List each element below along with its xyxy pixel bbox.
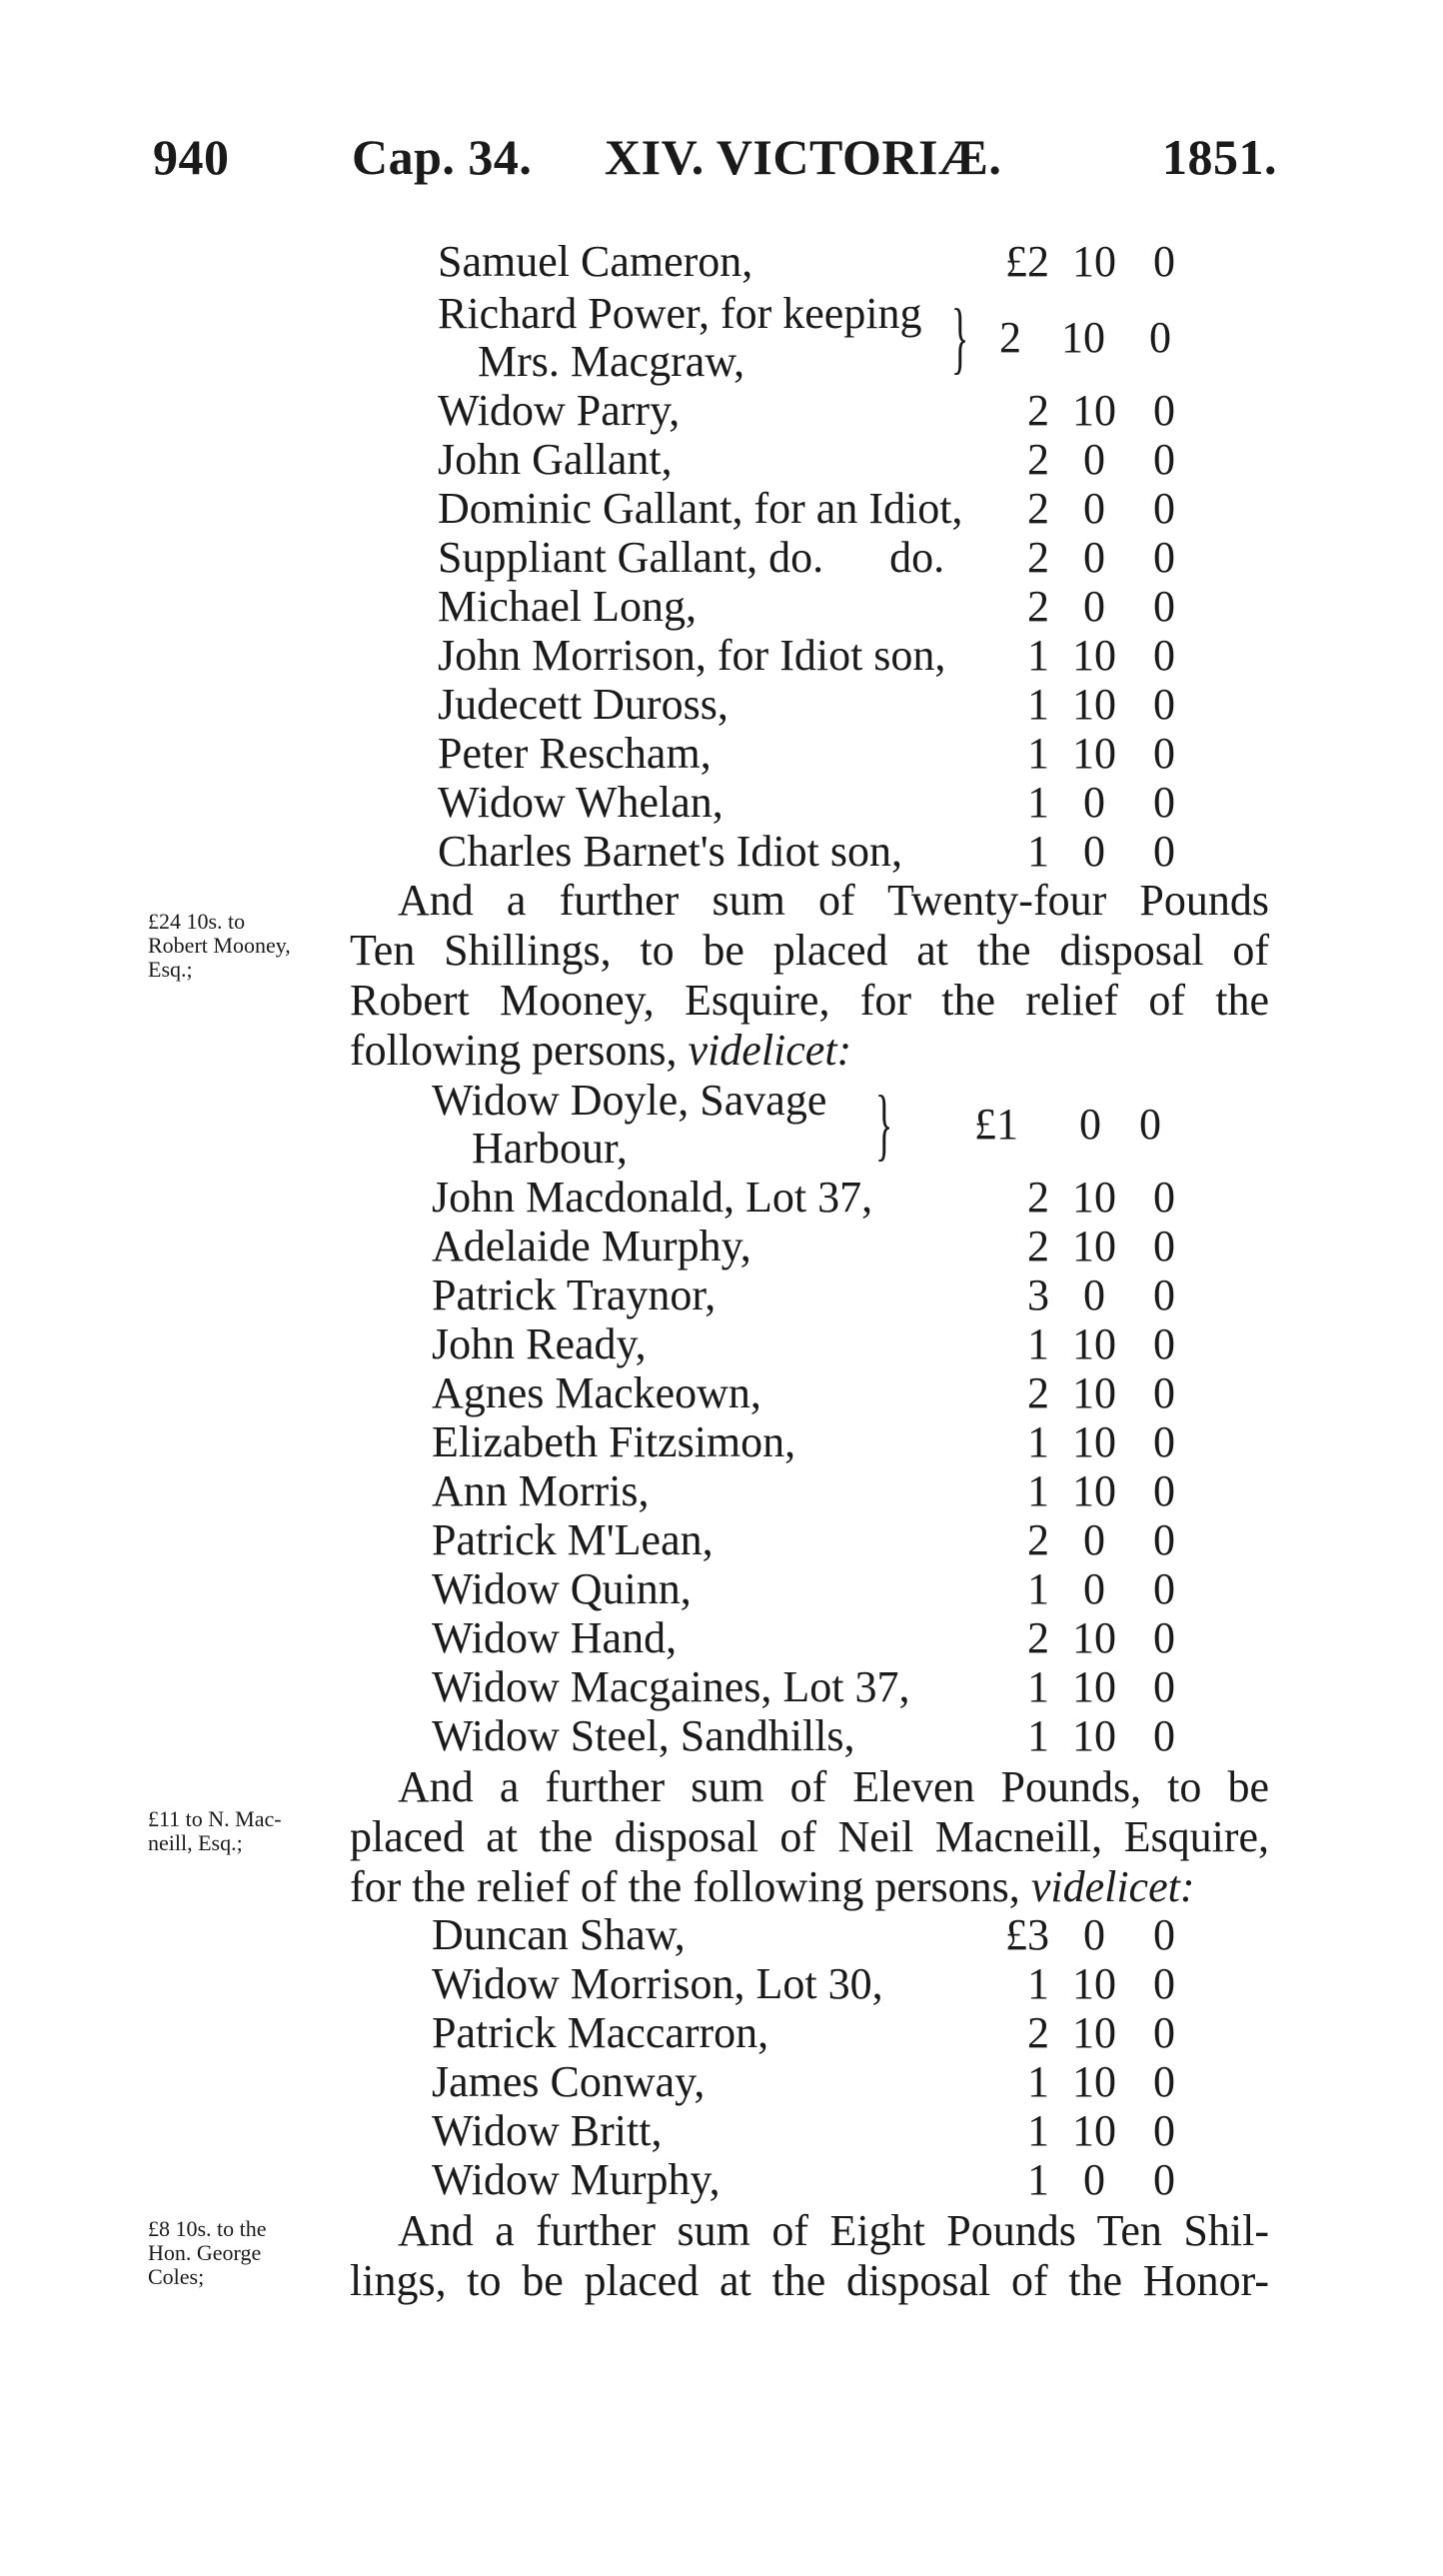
list-item bbox=[0, 1416, 1443, 1468]
recipient-name: Dominic Gallant, for an Idiot, bbox=[438, 484, 963, 533]
amount-pounds: 2 bbox=[1027, 386, 1049, 435]
amount-shillings: 10 bbox=[1072, 1466, 1116, 1515]
recipient-name: Suppliant Gallant, do. do. bbox=[438, 533, 945, 582]
amount-shillings: 0 bbox=[1083, 484, 1105, 533]
amount-pounds: £2 bbox=[1005, 237, 1049, 286]
amount-pounds: 1 bbox=[1027, 729, 1049, 778]
amount-shillings: 10 bbox=[1072, 631, 1116, 680]
amount-shillings: 10 bbox=[1061, 313, 1105, 362]
amount-pounds: 1 bbox=[1027, 1662, 1049, 1711]
recipient-name: Adelaide Murphy, bbox=[432, 1222, 751, 1271]
paragraph-text: following persons, bbox=[350, 1026, 678, 1075]
list-item bbox=[0, 728, 1443, 780]
amount-shillings: 0 bbox=[1083, 582, 1105, 631]
amount-shillings: 0 bbox=[1083, 1564, 1105, 1613]
list-item bbox=[0, 1661, 1443, 1713]
amount-pence: 0 bbox=[1153, 1173, 1175, 1222]
list-item bbox=[0, 434, 1443, 486]
paragraph-line bbox=[350, 1026, 1269, 1076]
recipient-name: Michael Long, bbox=[438, 582, 698, 631]
amount-pence: 0 bbox=[1149, 313, 1171, 362]
list-item bbox=[0, 679, 1443, 731]
amount-pounds: 2 bbox=[1027, 2008, 1049, 2057]
paragraph-line: And a further sum of Eleven Pounds, to be bbox=[398, 1762, 1269, 1811]
amount-pounds: 1 bbox=[1027, 2155, 1049, 2204]
amount-pence: 0 bbox=[1153, 2155, 1175, 2204]
paragraph-line: placed at the disposal of Neil Macneill, Esquire, bbox=[350, 1812, 1269, 1861]
amount-pence: 0 bbox=[1139, 1100, 1161, 1149]
amount-shillings: 0 bbox=[1083, 435, 1105, 484]
margin-note bbox=[148, 1807, 348, 1855]
amount-pounds: 1 bbox=[1027, 1319, 1049, 1368]
list-item bbox=[0, 2154, 1443, 2206]
recipient-name-continued: Mrs. Macgraw, bbox=[478, 337, 745, 386]
page-number: 940 bbox=[153, 129, 230, 185]
amount-pence: 0 bbox=[1153, 1711, 1175, 1760]
amount-pounds: 2 bbox=[1027, 1368, 1049, 1417]
recipient-name: Peter Rescham, bbox=[438, 729, 712, 778]
amount-shillings: 10 bbox=[1072, 237, 1116, 286]
amount-pounds: 1 bbox=[1027, 2057, 1049, 2106]
amount-pence: 0 bbox=[1153, 2008, 1175, 2057]
list-item bbox=[0, 2007, 1443, 2059]
recipient-name: Widow Britt, bbox=[432, 2106, 663, 2155]
amount-pounds: 2 bbox=[1027, 1613, 1049, 1662]
amount-pounds: 2 bbox=[1027, 533, 1049, 582]
recipient-name: John Ready, bbox=[432, 1319, 647, 1368]
margin-note bbox=[148, 910, 348, 982]
amount-pence: 0 bbox=[1153, 2106, 1175, 2155]
brace-glyph: } bbox=[951, 294, 969, 382]
amount-pounds: 3 bbox=[1027, 1271, 1049, 1319]
recipient-name: Widow Hand, bbox=[432, 1613, 678, 1662]
recipient-name: John Gallant, bbox=[438, 435, 673, 484]
amount-pence: 0 bbox=[1153, 1564, 1175, 1613]
amount-pounds: 1 bbox=[1027, 1959, 1049, 2008]
recipient-name: Samuel Cameron, bbox=[438, 237, 753, 286]
amount-shillings: 0 bbox=[1083, 1515, 1105, 1564]
amount-pence: 0 bbox=[1153, 2057, 1175, 2106]
amount-shillings: 10 bbox=[1072, 386, 1116, 435]
list-item bbox=[0, 826, 1443, 878]
amount-shillings: 10 bbox=[1072, 1222, 1116, 1271]
list-item bbox=[0, 1514, 1443, 1566]
margin-note-line: £11 to N. Mac- bbox=[148, 1806, 282, 1831]
recipient-name: Duncan Shaw, bbox=[432, 1910, 686, 1959]
recipient-name: Widow Murphy, bbox=[432, 2155, 721, 2204]
amount-pounds: 1 bbox=[1027, 1564, 1049, 1613]
list-item bbox=[0, 2056, 1443, 2108]
list-item bbox=[0, 385, 1443, 437]
amount-shillings: 0 bbox=[1083, 1910, 1105, 1959]
recipient-name: John Morrison, for Idiot son, bbox=[438, 631, 946, 680]
margin-note bbox=[148, 2217, 348, 2289]
paragraph-line: Robert Mooney, Esquire, for the relief of the bbox=[350, 976, 1269, 1025]
list-item bbox=[0, 630, 1443, 682]
list-item bbox=[0, 288, 1443, 392]
amount-shillings: 10 bbox=[1072, 680, 1116, 729]
list-item bbox=[0, 581, 1443, 633]
amount-shillings: 0 bbox=[1083, 533, 1105, 582]
paragraph-line bbox=[350, 1862, 1269, 1912]
amount-pence: 0 bbox=[1153, 1910, 1175, 1959]
amount-pounds: 1 bbox=[1027, 1711, 1049, 1760]
amount-shillings: 10 bbox=[1072, 2106, 1116, 2155]
amount-pounds: 1 bbox=[1027, 1466, 1049, 1515]
amount-pence: 0 bbox=[1153, 435, 1175, 484]
recipient-name: Widow Whelan, bbox=[438, 778, 723, 827]
amount-pence: 0 bbox=[1153, 1417, 1175, 1466]
amount-pence: 0 bbox=[1153, 582, 1175, 631]
recipient-name: Widow Doyle, Savage bbox=[432, 1076, 827, 1125]
list-item bbox=[0, 1221, 1443, 1273]
paragraph bbox=[350, 876, 1269, 1076]
amount-shillings: 0 bbox=[1083, 2155, 1105, 2204]
running-title: XIV. VICTORIÆ. bbox=[605, 129, 1002, 185]
amount-pounds: 1 bbox=[1027, 1417, 1049, 1466]
list-item bbox=[0, 1909, 1443, 1961]
amount-pounds: £3 bbox=[1005, 1910, 1049, 1959]
margin-note-line: Hon. George bbox=[148, 2240, 262, 2265]
amount-pounds: 2 bbox=[1027, 1515, 1049, 1564]
amount-pence: 0 bbox=[1153, 1319, 1175, 1368]
margin-note-line: £8 10s. to the bbox=[148, 2216, 267, 2241]
italic-word: videlicet: bbox=[688, 1026, 852, 1075]
margin-note-line: neill, Esq.; bbox=[148, 1830, 243, 1855]
amount-pence: 0 bbox=[1153, 827, 1175, 876]
amount-shillings: 10 bbox=[1072, 729, 1116, 778]
paragraph-line: And a further sum of Twenty-four Pounds bbox=[398, 876, 1269, 925]
recipient-name: Widow Macgaines, Lot 37, bbox=[432, 1662, 910, 1711]
amount-pence: 0 bbox=[1153, 1368, 1175, 1417]
recipient-name: Patrick Maccarron, bbox=[432, 2008, 769, 2057]
list-item bbox=[0, 532, 1443, 584]
recipient-name: Patrick Traynor, bbox=[432, 1271, 717, 1319]
recipient-name: Judecett Duross, bbox=[438, 680, 728, 729]
amount-pounds: 2 bbox=[1027, 484, 1049, 533]
running-header bbox=[0, 128, 1443, 188]
amount-pence: 0 bbox=[1153, 1466, 1175, 1515]
amount-pence: 0 bbox=[1153, 680, 1175, 729]
list-item bbox=[0, 483, 1443, 535]
list-item bbox=[0, 1710, 1443, 1762]
amount-pounds: 2 bbox=[1027, 1222, 1049, 1271]
brace-glyph: } bbox=[875, 1081, 893, 1169]
amount-shillings: 0 bbox=[1083, 778, 1105, 827]
amount-pence: 0 bbox=[1153, 1515, 1175, 1564]
list-item bbox=[0, 1318, 1443, 1370]
paragraph-line: Ten Shillings, to be placed at the disposal of bbox=[350, 926, 1269, 975]
amount-shillings: 10 bbox=[1072, 1368, 1116, 1417]
amount-pence: 0 bbox=[1153, 778, 1175, 827]
recipient-name: Elizabeth Fitzsimon, bbox=[432, 1417, 796, 1466]
amount-pounds: 2 bbox=[1027, 435, 1049, 484]
paragraph bbox=[350, 1762, 1269, 1912]
amount-shillings: 10 bbox=[1072, 2008, 1116, 2057]
list-item bbox=[0, 1367, 1443, 1419]
recipient-name: Widow Morrison, Lot 30, bbox=[432, 1959, 883, 2008]
margin-note-line: £24 10s. to bbox=[148, 909, 246, 934]
list-item bbox=[0, 777, 1443, 829]
list-item bbox=[0, 1563, 1443, 1615]
amount-pounds: 2 bbox=[1027, 582, 1049, 631]
paragraph-line: lings, to be placed at the disposal of the Honor- bbox=[350, 2256, 1269, 2305]
list-item bbox=[0, 1958, 1443, 2010]
recipient-name: Widow Steel, Sandhills, bbox=[432, 1711, 855, 1760]
recipient-name: Widow Parry, bbox=[438, 386, 681, 435]
amount-pence: 0 bbox=[1153, 729, 1175, 778]
amount-pounds: 1 bbox=[1027, 2106, 1049, 2155]
recipient-name: Widow Quinn, bbox=[432, 1564, 692, 1613]
recipient-name-continued: Harbour, bbox=[472, 1124, 628, 1173]
amount-shillings: 10 bbox=[1072, 2057, 1116, 2106]
amount-pence: 0 bbox=[1153, 1959, 1175, 2008]
list-item bbox=[0, 1270, 1443, 1321]
margin-note-line: Esq.; bbox=[148, 957, 193, 982]
list-item bbox=[0, 2105, 1443, 2157]
amount-pence: 0 bbox=[1153, 1613, 1175, 1662]
margin-note-line: Robert Mooney, bbox=[148, 933, 291, 958]
amount-shillings: 0 bbox=[1083, 827, 1105, 876]
paragraph bbox=[350, 2206, 1269, 2306]
amount-pence: 0 bbox=[1153, 631, 1175, 680]
recipient-name: Richard Power, for keeping bbox=[438, 289, 922, 338]
recipient-name: Charles Barnet's Idiot son, bbox=[438, 827, 902, 876]
amount-pounds: 1 bbox=[1027, 778, 1049, 827]
amount-pence: 0 bbox=[1153, 237, 1175, 286]
amount-pounds: 1 bbox=[1027, 680, 1049, 729]
list-item bbox=[0, 1172, 1443, 1224]
amount-pence: 0 bbox=[1153, 386, 1175, 435]
amount-pounds: 2 bbox=[1027, 1173, 1049, 1222]
amount-pence: 0 bbox=[1153, 1271, 1175, 1319]
recipient-name: James Conway, bbox=[432, 2057, 706, 2106]
amount-pounds: £1 bbox=[974, 1100, 1018, 1149]
recipient-name: Ann Morris, bbox=[432, 1466, 650, 1515]
list-item bbox=[0, 1612, 1443, 1664]
amount-shillings: 0 bbox=[1083, 1271, 1105, 1319]
amount-pence: 0 bbox=[1153, 533, 1175, 582]
recipient-name: Patrick M'Lean, bbox=[432, 1515, 714, 1564]
margin-note-line: Coles; bbox=[148, 2264, 205, 2289]
amount-shillings: 10 bbox=[1072, 1711, 1116, 1760]
chapter-label: Cap. 34. bbox=[352, 129, 533, 185]
amount-pence: 0 bbox=[1153, 484, 1175, 533]
amount-pounds: 1 bbox=[1027, 631, 1049, 680]
amount-pounds: 1 bbox=[1027, 827, 1049, 876]
list-item bbox=[0, 1465, 1443, 1517]
paragraph-text: for the relief of the following persons, bbox=[350, 1862, 1020, 1911]
amount-pence: 0 bbox=[1153, 1662, 1175, 1711]
recipient-name: Agnes Mackeown, bbox=[432, 1368, 761, 1417]
year-label: 1851. bbox=[1162, 129, 1277, 185]
italic-word: videlicet: bbox=[1030, 1862, 1195, 1911]
paragraph-line: And a further sum of Eight Pounds Ten Shil- bbox=[398, 2206, 1269, 2255]
amount-shillings: 10 bbox=[1072, 1173, 1116, 1222]
amount-shillings: 10 bbox=[1072, 1417, 1116, 1466]
amount-shillings: 0 bbox=[1079, 1100, 1101, 1149]
amount-shillings: 10 bbox=[1072, 1662, 1116, 1711]
list-item bbox=[0, 1075, 1443, 1179]
list-item bbox=[0, 236, 1443, 288]
amount-pence: 0 bbox=[1153, 1222, 1175, 1271]
amount-pounds: 2 bbox=[999, 313, 1021, 362]
amount-shillings: 10 bbox=[1072, 1959, 1116, 2008]
recipient-name: John Macdonald, Lot 37, bbox=[432, 1173, 873, 1222]
amount-shillings: 10 bbox=[1072, 1613, 1116, 1662]
amount-shillings: 10 bbox=[1072, 1319, 1116, 1368]
